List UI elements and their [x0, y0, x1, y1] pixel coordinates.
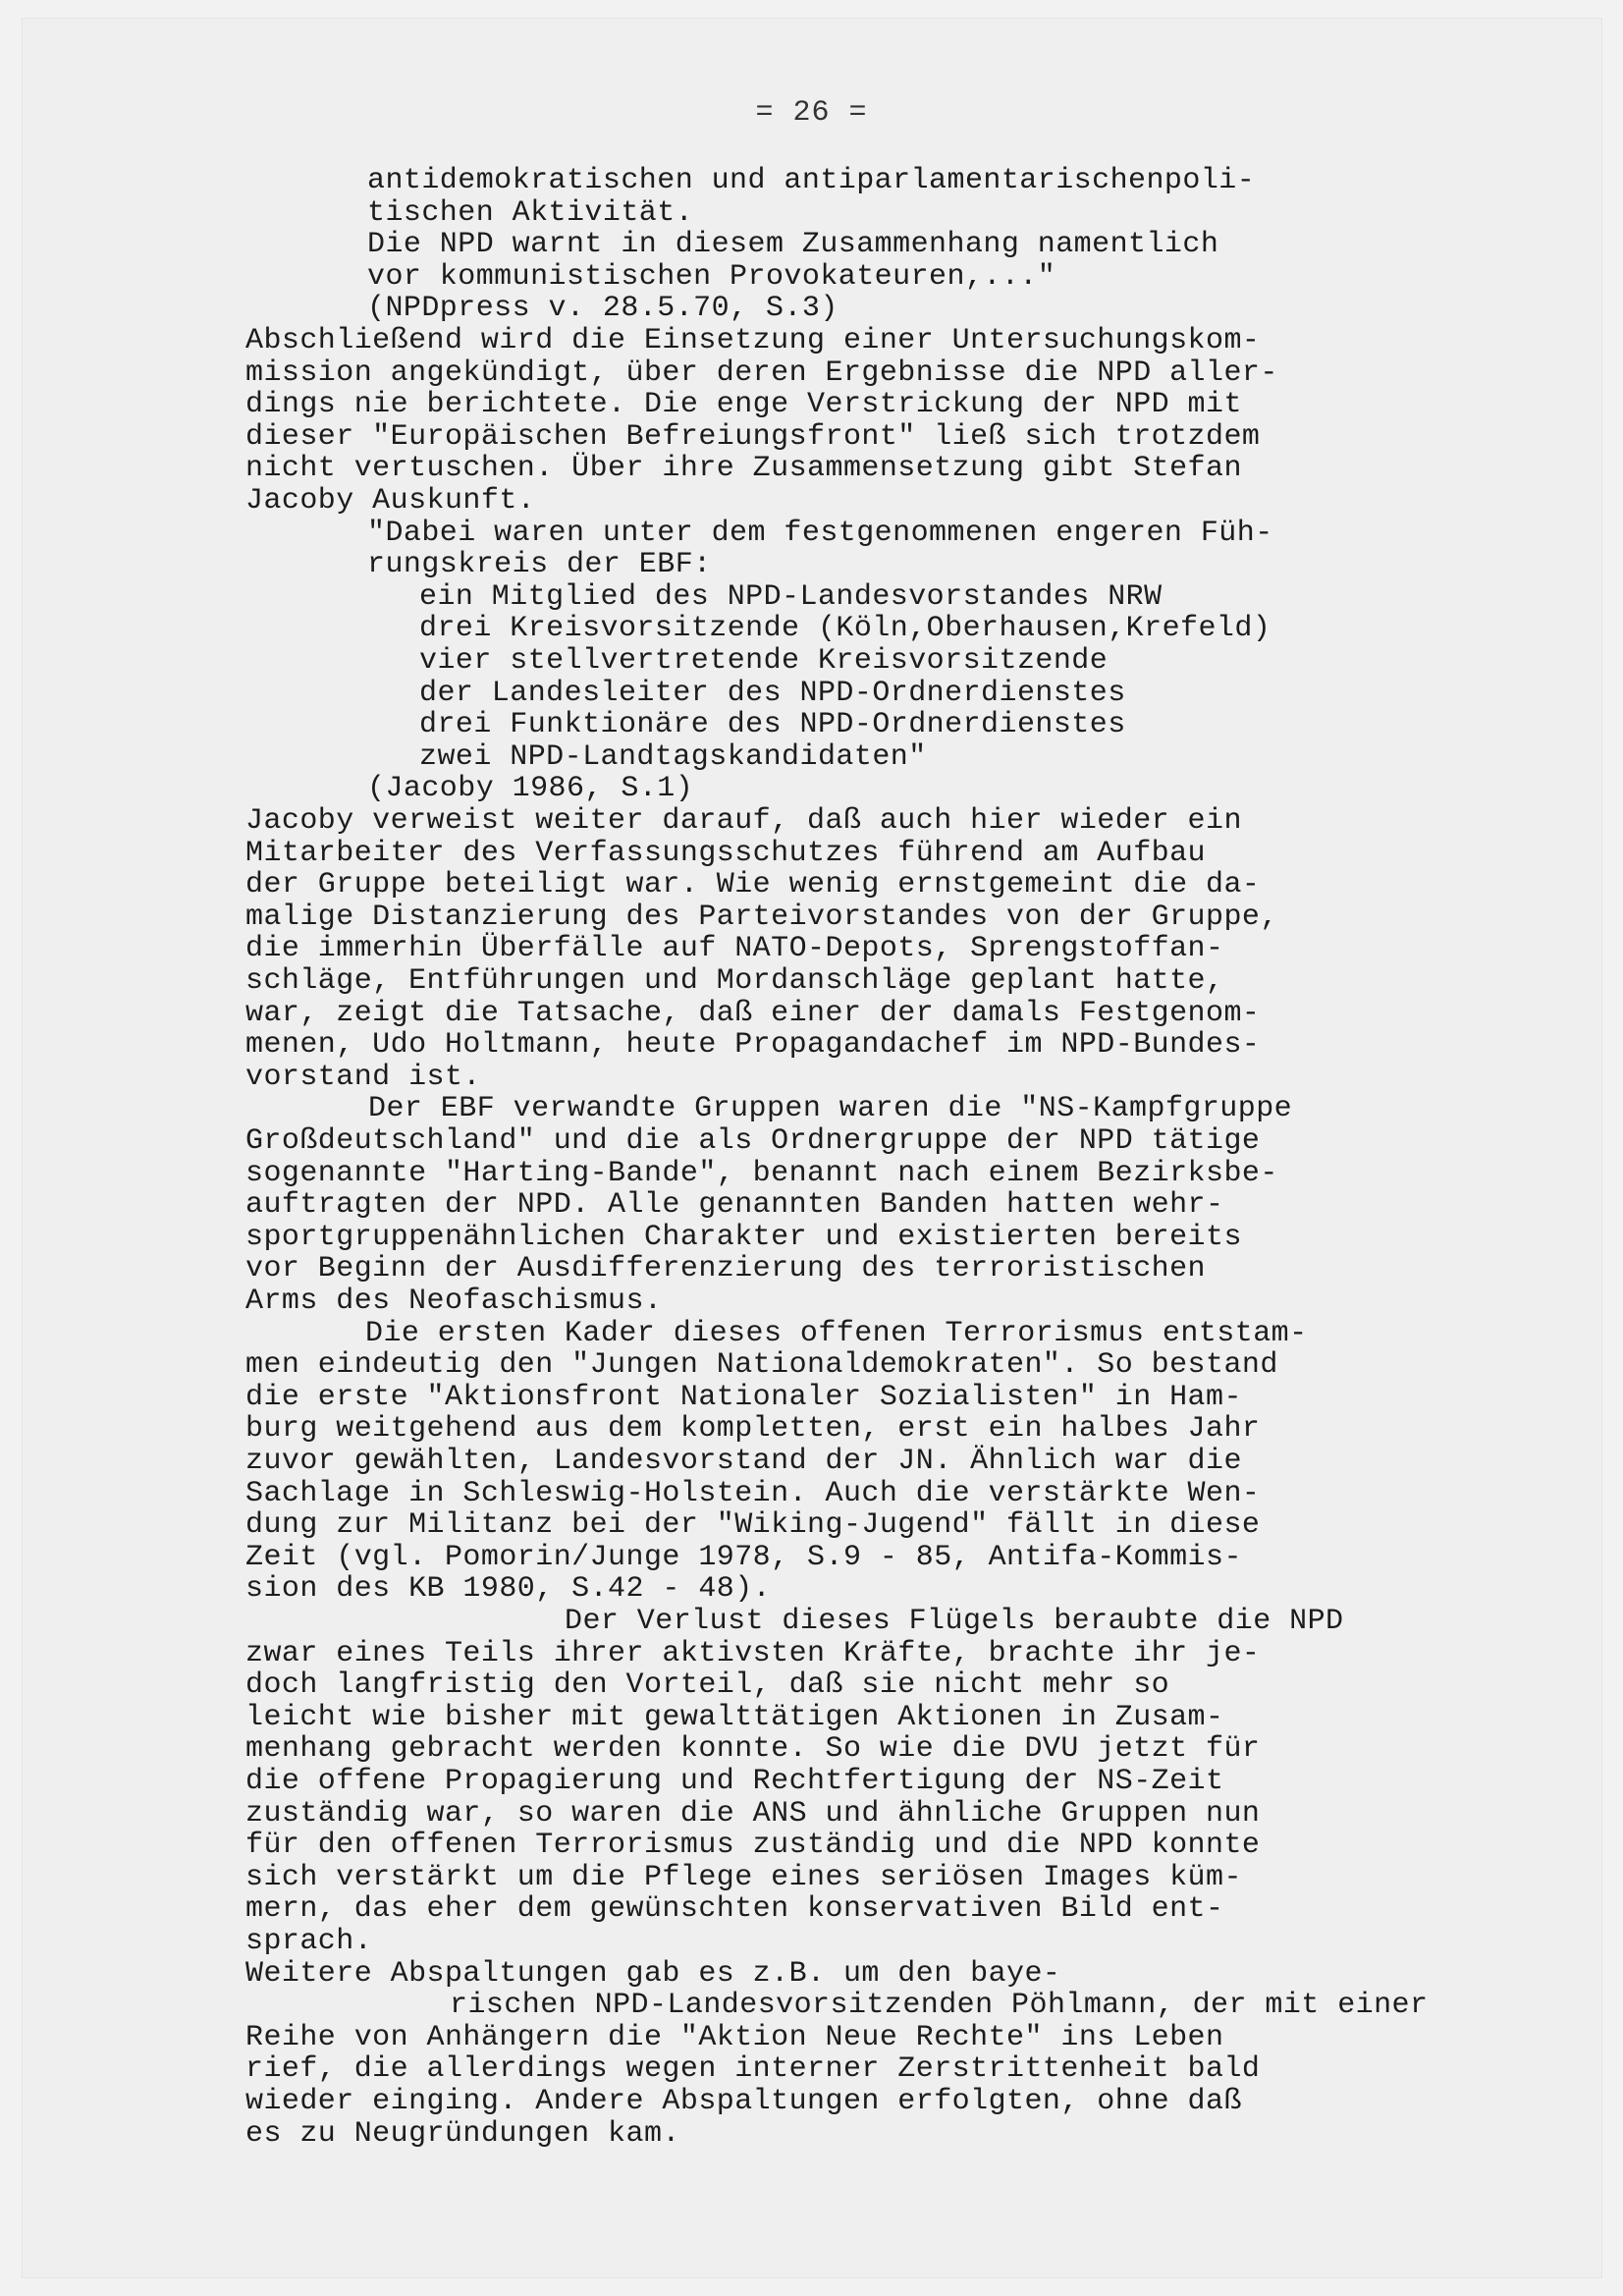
text-line: ein Mitglied des NPD-Landesvorstandes NRW [419, 579, 1163, 614]
text-line: die offene Propagierung und Rechtfertigung der NS-Zeit [245, 1765, 1224, 1798]
text-line: doch langfristig den Vorteil, daß sie nicht mehr so [245, 1668, 1170, 1703]
text-line: schläge, Entführungen und Mordanschläge geplant hatte, [245, 964, 1224, 998]
text-line: drei Funktionäre des NPD-Ordnerdienstes [419, 708, 1126, 742]
text-line: zwei NPD-Landtagskandidaten" [419, 739, 927, 774]
text-line: dings nie berichtete. Die enge Verstrickung der NPD mit [245, 388, 1242, 422]
text-line: malige Distanzierung des Parteivorstandes von der Gruppe, [245, 900, 1278, 934]
text-line: Arms des Neofaschismus. [245, 1285, 663, 1318]
text-line: der Landesleiter des NPD-Ordnerdienstes [419, 676, 1126, 710]
text-line: vier stellvertretende Kreisvorsitzende [419, 644, 1109, 678]
text-line: sich verstärkt um die Pflege eines seriösen Images küm- [245, 1860, 1242, 1894]
text-line: menen, Udo Holtmann, heute Propagandachef im NPD-Bundes- [245, 1028, 1261, 1063]
text-line: vor Beginn der Ausdifferenzierung des terroristischen [245, 1252, 1207, 1286]
text-line: zuständig war, so waren die ANS und ähnliche Gruppen nun [245, 1796, 1261, 1831]
text-line: rief, die allerdings wegen interner Zerstrittenheit bald [245, 2052, 1261, 2087]
page-number: = 26 = [755, 96, 868, 130]
text-line: wieder einging. Andere Abspaltungen erfolgten, ohne daß [245, 2085, 1242, 2118]
text-line: (Jacoby 1986, S.1) [367, 772, 694, 806]
text-line: Die ersten Kader dieses offenen Terrorismus entstam- [365, 1316, 1308, 1350]
text-line: vor kommunistischen Provokateuren,..." [367, 259, 1056, 294]
text-line: leicht wie bisher mit gewalttätigen Aktionen in Zusam- [245, 1700, 1224, 1734]
text-line: die erste "Aktionsfront Nationaler Sozialisten" in Ham- [245, 1380, 1242, 1414]
text-line: "Dabei waren unter dem festgenommenen engeren Füh- [367, 516, 1273, 550]
text-line: dieser "Europäischen Befreiungsfront" ließ sich trotzdem [245, 419, 1261, 454]
text-line: Abschließend wird die Einsetzung einer Untersuchungskom- [245, 324, 1261, 357]
text-line: Zeit (vgl. Pomorin/Junge 1978, S.9 - 85, Antifa-Kommis- [245, 1540, 1242, 1574]
text-line: tischen Aktivität. [367, 195, 694, 230]
text-line: Weitere Abspaltungen gab es z.B. um den baye- [245, 1956, 1061, 1991]
text-line: rischen NPD-Landesvorsitzenden Pöhlmann, der mit einer [450, 1989, 1429, 2023]
text-line: mern, das eher dem gewünschten konservativen Bild ent- [245, 1892, 1224, 1927]
text-line: für den offenen Terrorismus zuständig und die NPD konnte [245, 1829, 1261, 1863]
text-line: Der Verlust dieses Flügels beraubte die NPD [565, 1605, 1344, 1638]
text-line: der Gruppe beteiligt war. Wie wenig ernstgemeint die da- [245, 868, 1261, 902]
text-line: Jacoby Auskunft. [245, 484, 536, 518]
text-line: burg weitgehend aus dem kompletten, erst ein halbes Jahr [245, 1412, 1261, 1447]
text-line: rungskreis der EBF: [367, 548, 712, 582]
text-line: Reihe von Anhängern die "Aktion Neue Rechte" ins Leben [245, 2020, 1224, 2054]
text-line: zuvor gewählten, Landesvorstand der JN. Ähnlich war die [245, 1445, 1242, 1478]
text-line: men eindeutig den "Jungen Nationaldemokraten". So bestand [245, 1348, 1278, 1383]
text-line: Der EBF verwandte Gruppen waren die "NS-Kampfgruppe [368, 1092, 1293, 1126]
text-line: menhang gebracht werden konnte. So wie die DVU jetzt für [245, 1732, 1261, 1767]
text-line: Die NPD warnt in diesem Zusammenhang namentlich [367, 228, 1219, 262]
text-line: (NPDpress v. 28.5.70, S.3) [367, 292, 839, 326]
text-line: vorstand ist. [245, 1060, 481, 1094]
text-line: sogenannte "Harting-Bande", benannt nach einem Bezirksbe- [245, 1156, 1278, 1190]
text-line: zwar eines Teils ihrer aktivsten Kräfte, brachte ihr je- [245, 1636, 1261, 1670]
text-line: nicht vertuschen. Über ihre Zusammensetzung gibt Stefan [245, 452, 1242, 486]
text-line: auftragten der NPD. Alle genannten Banden hatten wehr- [245, 1188, 1224, 1223]
text-line: sion des KB 1980, S.42 - 48). [245, 1572, 772, 1607]
text-line: Großdeutschland" und die als Ordnergruppe der NPD tätige [245, 1124, 1261, 1158]
text-line: Mitarbeiter des Verfassungsschutzes führend am Aufbau [245, 836, 1207, 870]
text-line: war, zeigt die Tatsache, daß einer der damals Festgenom- [245, 996, 1261, 1030]
text-line: antidemokratischen und antiparlamentarischenpoli- [367, 164, 1256, 197]
text-line: es zu Neugründungen kam. [245, 2116, 680, 2151]
text-line: drei Kreisvorsitzende (Köln,Oberhausen,Krefeld) [419, 612, 1271, 646]
text-line: sprach. [245, 1925, 373, 1958]
text-line: die immerhin Überfälle auf NATO-Depots, Sprengstoffan- [245, 932, 1224, 966]
text-line: dung zur Militanz bei der "Wiking-Jugend" fällt in diese [245, 1508, 1261, 1543]
text-line: sportgruppenähnlichen Charakter und existierten bereits [245, 1220, 1242, 1254]
text-line: mission angekündigt, über deren Ergebnisse die NPD aller- [245, 355, 1278, 390]
text-line: Jacoby verweist weiter darauf, daß auch hier wieder ein [245, 804, 1242, 838]
text-line: Sachlage in Schleswig-Holstein. Auch die verstärkte Wen- [245, 1476, 1261, 1510]
